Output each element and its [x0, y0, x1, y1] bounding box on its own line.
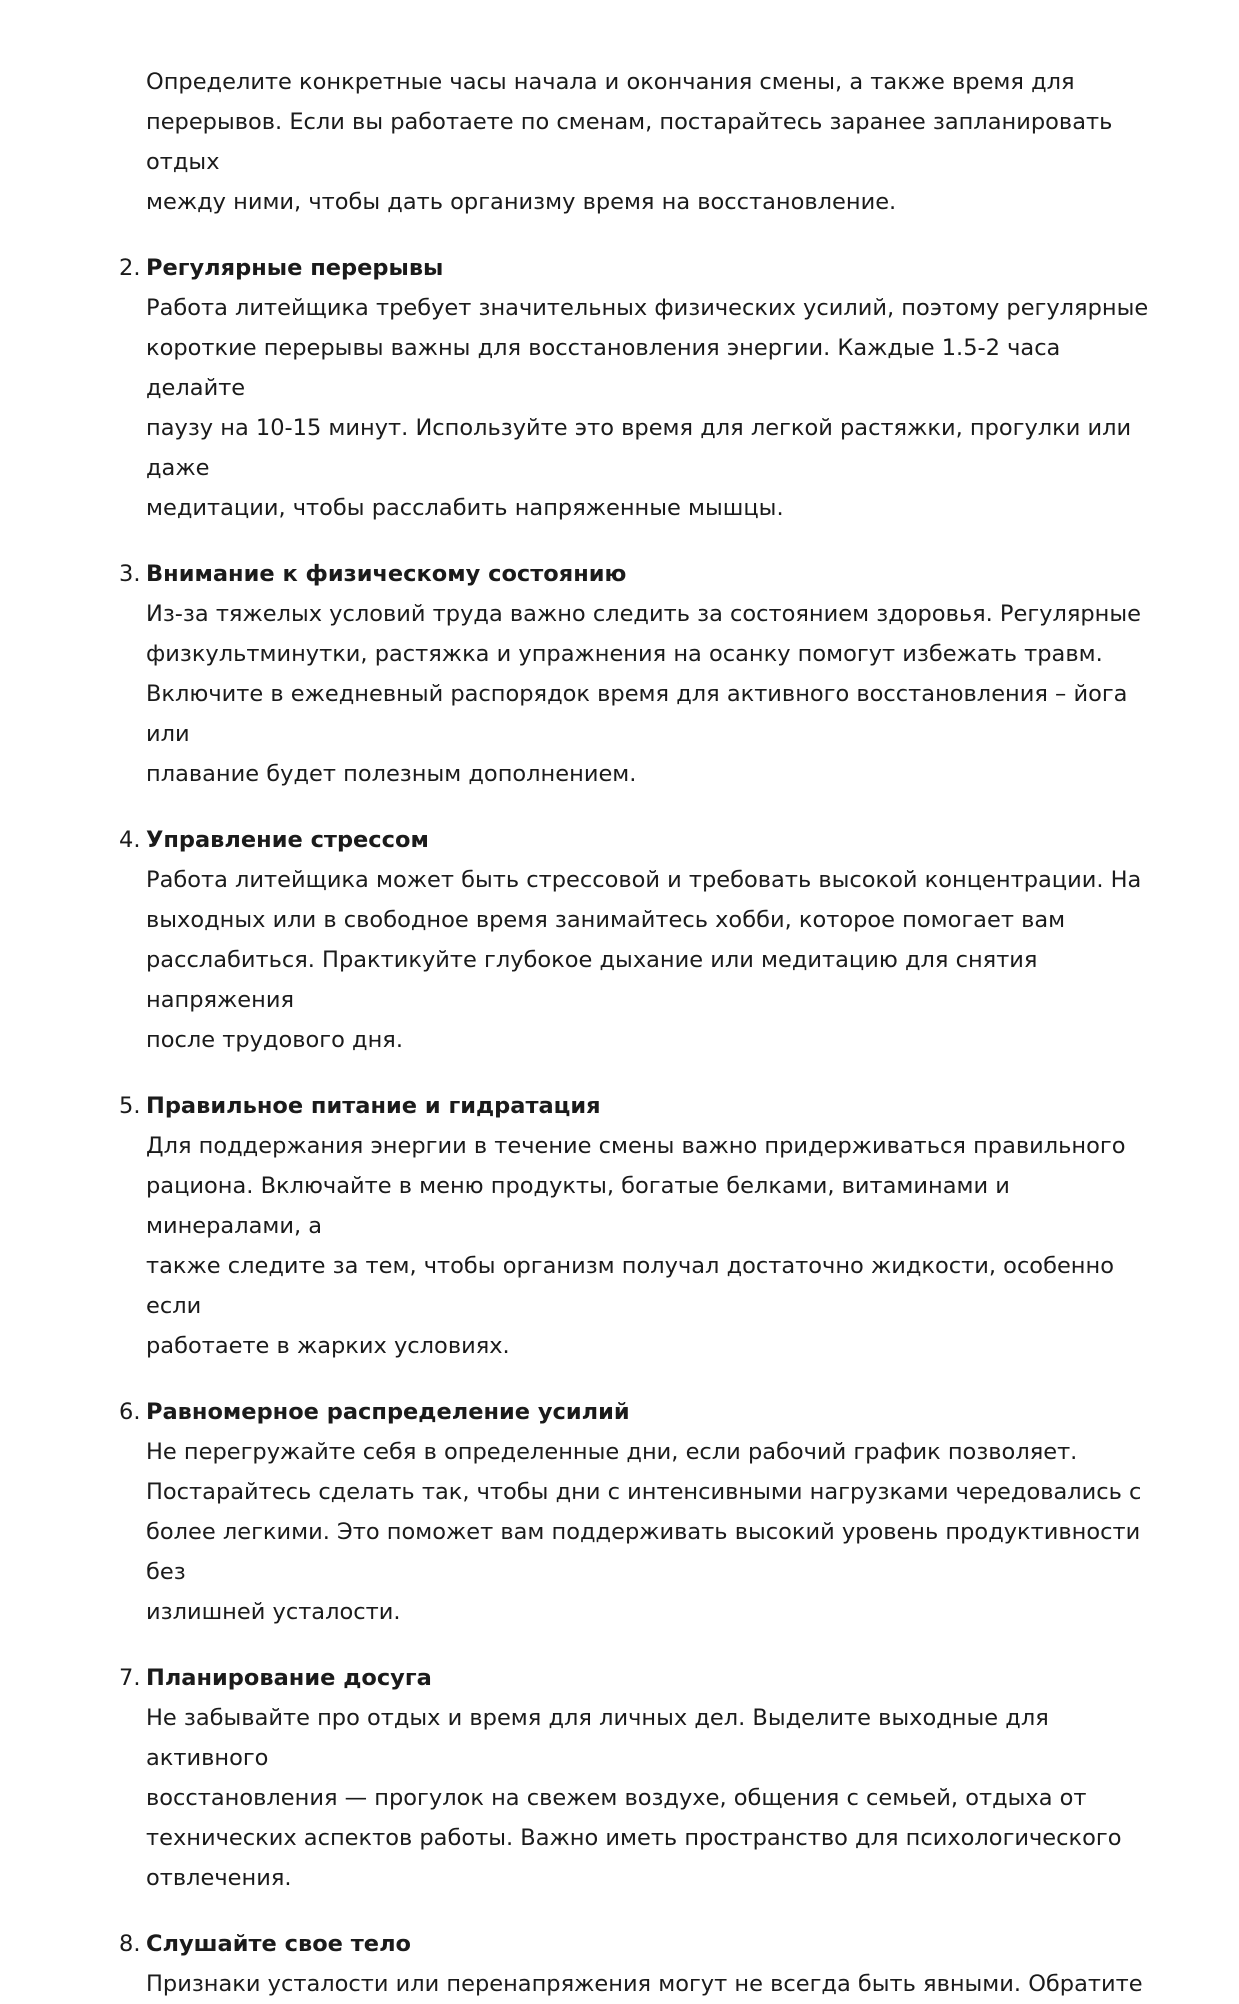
list-item-3 — [119, 554, 1166, 794]
item-title: Правильное питание и гидратация — [146, 1093, 601, 1119]
item-text: Не забывайте про отдых и время для личных дел. Выделите выходные для активного восстановления — прогулок на свежем воздухе, общения с семьей, отдыха от технических аспектов работы. Важно иметь пространство для психологического отвлечения. — [146, 1705, 1122, 1891]
item-title: Слушайте свое тело — [146, 1931, 412, 1957]
item-title: Планирование досуга — [146, 1665, 432, 1691]
document-content — [119, 62, 1166, 2004]
item-title: Регулярные перерывы — [146, 255, 444, 281]
list-item-6 — [119, 1392, 1166, 1632]
list-item-7 — [119, 1658, 1166, 1898]
item-text: Работа литейщика может быть стрессовой и требовать высокой концентрации. На выходных или в свободное время занимайтесь хобби, которое помогает вам расслабиться. Практикуйте глубокое дыхание или медитацию для снятия напряжения после трудового дня. — [146, 867, 1142, 1053]
item-title: Управление стрессом — [146, 827, 429, 853]
item-number: 7. — [119, 1665, 141, 1691]
item-title: Внимание к физическому состоянию — [146, 561, 627, 587]
item-text: Признаки усталости или перенапряжения могут не всегда быть явными. Обратите — [146, 1971, 1143, 1997]
item-number: 5. — [119, 1093, 141, 1119]
advice-list — [119, 248, 1166, 2004]
intro-paragraph: Определите конкретные часы начала и окончания смены, а также время для перерывов. Если вы работаете по сменам, постарайтесь заранее запланировать отдых между ними, чтобы дать организму время на восстановление. — [146, 69, 1113, 215]
item-number: 2. — [119, 255, 141, 281]
list-item-2 — [119, 248, 1166, 528]
item-number: 6. — [119, 1399, 141, 1425]
item-text: Для поддержания энергии в течение смены важно придерживаться правильного рациона. Включайте в меню продукты, богатые белками, витаминами и минералами, а также следите за тем, чтобы организм получал достаточно жидкости, особенно если работаете в жарких условиях. — [146, 1133, 1126, 1359]
list-item-4 — [119, 820, 1166, 1060]
item-number: 4. — [119, 827, 141, 853]
item-text: Работа литейщика требует значительных физических усилий, поэтому регулярные короткие перерывы важны для восстановления энергии. Каждые 1.5-2 часа делайте паузу на 10-15 минут. Используйте это время для легкой растяжки, прогулки или даже медитации, чтобы расслабить напряженные мышцы. — [146, 295, 1149, 521]
list-item-5 — [119, 1086, 1166, 1366]
item-title: Равномерное распределение усилий — [146, 1399, 630, 1425]
list-item-8 — [119, 1924, 1166, 2004]
item-text: Из-за тяжелых условий труда важно следить за состоянием здоровья. Регулярные физкультминутки, растяжка и упражнения на осанку помогут избежать травм. Включите в ежедневный распорядок время для активного восстановления – йога или плавание будет полезным дополнением. — [146, 601, 1141, 787]
item-number: 3. — [119, 561, 141, 587]
item-number: 8. — [119, 1931, 141, 1957]
item-text: Не перегружайте себя в определенные дни, если рабочий график позволяет. Постарайтесь сделать так, чтобы дни с интенсивными нагрузками чередовались с более легкими. Это поможет вам поддерживать высокий уровень продуктивности без излишней усталости. — [146, 1439, 1142, 1625]
